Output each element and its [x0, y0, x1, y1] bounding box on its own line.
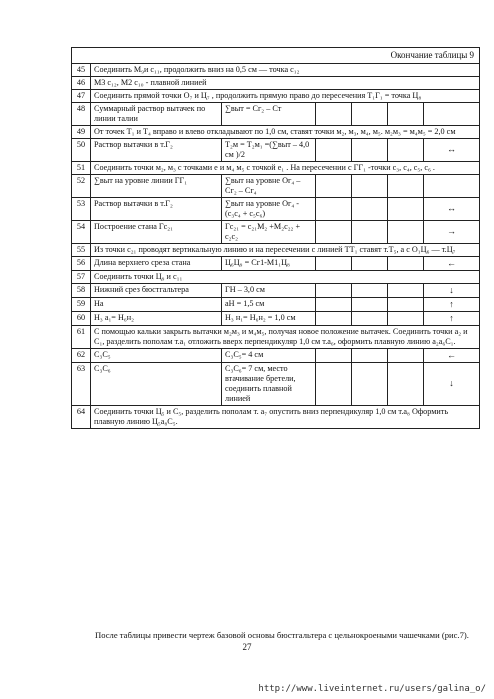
table-row: [72, 297, 480, 311]
row-formula: ∑выт на уровне Ог₄ - (с₃с₄ + с₅с₆): [222, 197, 316, 220]
row-direction-symbol: [424, 102, 480, 125]
row-direction-cell: [388, 283, 424, 297]
row-instruction: Соединить точки Ц₉ и с₁₁: [91, 270, 480, 283]
row-direction-cell: [388, 197, 424, 220]
table-row: [72, 102, 480, 125]
row-direction-symbol: ↓: [424, 362, 480, 405]
table-row: [72, 89, 480, 102]
table-row: [72, 125, 480, 138]
row-description: Суммарный раствор вытачек по линии талии: [91, 102, 222, 125]
row-description: На: [91, 297, 222, 311]
row-direction-symbol: →: [424, 220, 480, 243]
table-row: [72, 405, 480, 428]
table-caption: Окончание таблицы 9: [72, 48, 480, 64]
table-row: [72, 161, 480, 174]
row-formula: С₃С₆= 7 см, место втачивание бретели, соединить плавной линией: [222, 362, 316, 405]
row-formula: ГН – 3,0 см: [222, 283, 316, 297]
row-description: С₃С₅: [91, 348, 222, 362]
row-instruction: Соединить М₉и с₁₁, продолжить вниз на 0,5 см — точка с₁₂: [91, 63, 480, 76]
table-row: [72, 325, 480, 348]
table-row: [72, 220, 480, 243]
row-direction-symbol: ↑: [424, 297, 480, 311]
row-cell: [352, 220, 388, 243]
row-formula: С₃С₅= 4 см: [222, 348, 316, 362]
row-number: 55: [72, 243, 91, 256]
row-cell: [352, 102, 388, 125]
row-cell: [352, 138, 388, 161]
row-number: 46: [72, 76, 91, 89]
row-formula: Т₂м = Т₂м₁ =(∑выт – 4,0 см )/2: [222, 138, 316, 161]
row-instruction: М3 с₁₂, М2 с₁₀ - плавной линией: [91, 76, 480, 89]
row-instruction: Соединить точки Ц₅ и С₅, разделить пополам т. а₇ опустить вниз перпендикуляр 1,0 см т.а₈ Оформить плавную линию Ц₅а₈С₅.: [91, 405, 480, 428]
row-cell: [352, 174, 388, 197]
table-row: [72, 197, 480, 220]
table-row: [72, 138, 480, 161]
table-row: [72, 311, 480, 325]
row-number: 54: [72, 220, 91, 243]
row-number: 64: [72, 405, 91, 428]
row-direction-cell: [388, 102, 424, 125]
row-cell: [316, 197, 352, 220]
row-cell: [316, 256, 352, 270]
row-formula: аН = 1,5 см: [222, 297, 316, 311]
table-caption-row: [72, 48, 480, 64]
row-number: 58: [72, 283, 91, 297]
row-direction-symbol: [424, 174, 480, 197]
row-number: 47: [72, 89, 91, 102]
row-direction-cell: [388, 256, 424, 270]
row-formula: ∑выт = Сг₂ – Ст: [222, 102, 316, 125]
row-direction-symbol: ↓: [424, 283, 480, 297]
row-description: Длина верхнего среза стана: [91, 256, 222, 270]
page-number: 27: [242, 642, 252, 652]
row-cell: [316, 102, 352, 125]
row-description: Построение стана Гс₂₁: [91, 220, 222, 243]
row-direction-cell: [388, 297, 424, 311]
watermark-url: http://www.liveinternet.ru/users/galina_o/: [258, 684, 486, 694]
row-description: С₃С₆: [91, 362, 222, 405]
table-row: [72, 63, 480, 76]
table-row: [72, 256, 480, 270]
table-row: [72, 362, 480, 405]
row-direction-cell: [388, 311, 424, 325]
row-cell: [352, 283, 388, 297]
row-formula: Н₃ н₁= Н₆н₂ = 1,0 см: [222, 311, 316, 325]
row-cell: [352, 311, 388, 325]
row-number: 53: [72, 197, 91, 220]
table-row: [72, 76, 480, 89]
row-number: 59: [72, 297, 91, 311]
table-row: [72, 243, 480, 256]
construction-table: [71, 47, 480, 429]
row-formula: Ц₆Ц₉ = Сг1-М1₁Ц₈: [222, 256, 316, 270]
table-row: [72, 174, 480, 197]
row-cell: [316, 174, 352, 197]
row-cell: [316, 348, 352, 362]
row-number: 60: [72, 311, 91, 325]
row-direction-symbol: ↔: [424, 197, 480, 220]
row-instruction: Соединить прямой точки О₇ и Ц₇ , продолжить прямую право до пересечения Т₁Г₁ = точка Ц₈: [91, 89, 480, 102]
row-description: Раствор вытачки в т.Г₂: [91, 197, 222, 220]
row-cell: [316, 138, 352, 161]
row-direction-cell: [388, 348, 424, 362]
row-number: 57: [72, 270, 91, 283]
row-cell: [352, 348, 388, 362]
row-number: 49: [72, 125, 91, 138]
footnote-paragraph: После таблицы привести чертеж базовой основы бюстгальтера с цельнокроеными чашечками (рис.7).: [95, 630, 469, 640]
row-number: 62: [72, 348, 91, 362]
row-description: Раствор вытачки в т.Г₂: [91, 138, 222, 161]
row-description: ∑выт на уровне линии ГГ₁: [91, 174, 222, 197]
row-cell: [352, 297, 388, 311]
row-description: Нижний срез бюстгальтера: [91, 283, 222, 297]
row-instruction: От точек Т₁ и Т₄ вправо и влево откладывают по 1,0 см, ставят точки м₂, м₃, м₄, м₅. м₂м₃ = м₄м₅ = 2,0 см: [91, 125, 480, 138]
row-direction-cell: [388, 362, 424, 405]
row-cell: [316, 220, 352, 243]
row-direction-cell: [388, 174, 424, 197]
row-number: 56: [72, 256, 91, 270]
row-direction-symbol: ←: [424, 348, 480, 362]
table-row: [72, 270, 480, 283]
row-instruction: Из точки с₂₁ проводят вертикальную линию и на пересечении с линией ТТ₁ ставят т.Т₅, а с О₁Ц₆ — т.Ц₇: [91, 243, 480, 256]
row-cell: [316, 362, 352, 405]
row-cell: [352, 197, 388, 220]
row-number: 51: [72, 161, 91, 174]
row-cell: [316, 297, 352, 311]
row-description: Н₃ а₁= Н₆н₂: [91, 311, 222, 325]
row-number: 61: [72, 325, 91, 348]
row-cell: [316, 283, 352, 297]
row-number: 63: [72, 362, 91, 405]
row-number: 48: [72, 102, 91, 125]
table-row: [72, 348, 480, 362]
row-cell: [352, 256, 388, 270]
row-number: 52: [72, 174, 91, 197]
row-number: 50: [72, 138, 91, 161]
row-direction-cell: [388, 138, 424, 161]
row-cell: [352, 362, 388, 405]
row-instruction: Соединить точки м₂, м₃ с точками е и м₄ м₅ с точкой е₁ . На пересечении с ГГ₁ -точки с₃, с₄, с₅, с₆ .: [91, 161, 480, 174]
row-direction-symbol: ↔: [424, 138, 480, 161]
row-formula: Гс₂₁ = с₂₁М₂ +М₂с₂₂ + с₂с₂: [222, 220, 316, 243]
row-direction-symbol: ←: [424, 256, 480, 270]
row-formula: ∑выт на уровне Ог₄ – Сг₂ – Сг₄: [222, 174, 316, 197]
row-number: 45: [72, 63, 91, 76]
row-instruction: С помощью кальки закрыть вытачки м₂м₃ и м₄м₅, получая новое положение вытачек. Соединить точки а₂ и С₁, разделить пополам т.а₁ отложить вверх перпендикуляр 1,0 см т.а₆, оформить плавную линию а₂а₆С₁.: [91, 325, 480, 348]
table-row: [72, 283, 480, 297]
row-direction-symbol: ↑: [424, 311, 480, 325]
row-cell: [316, 311, 352, 325]
row-direction-cell: [388, 220, 424, 243]
